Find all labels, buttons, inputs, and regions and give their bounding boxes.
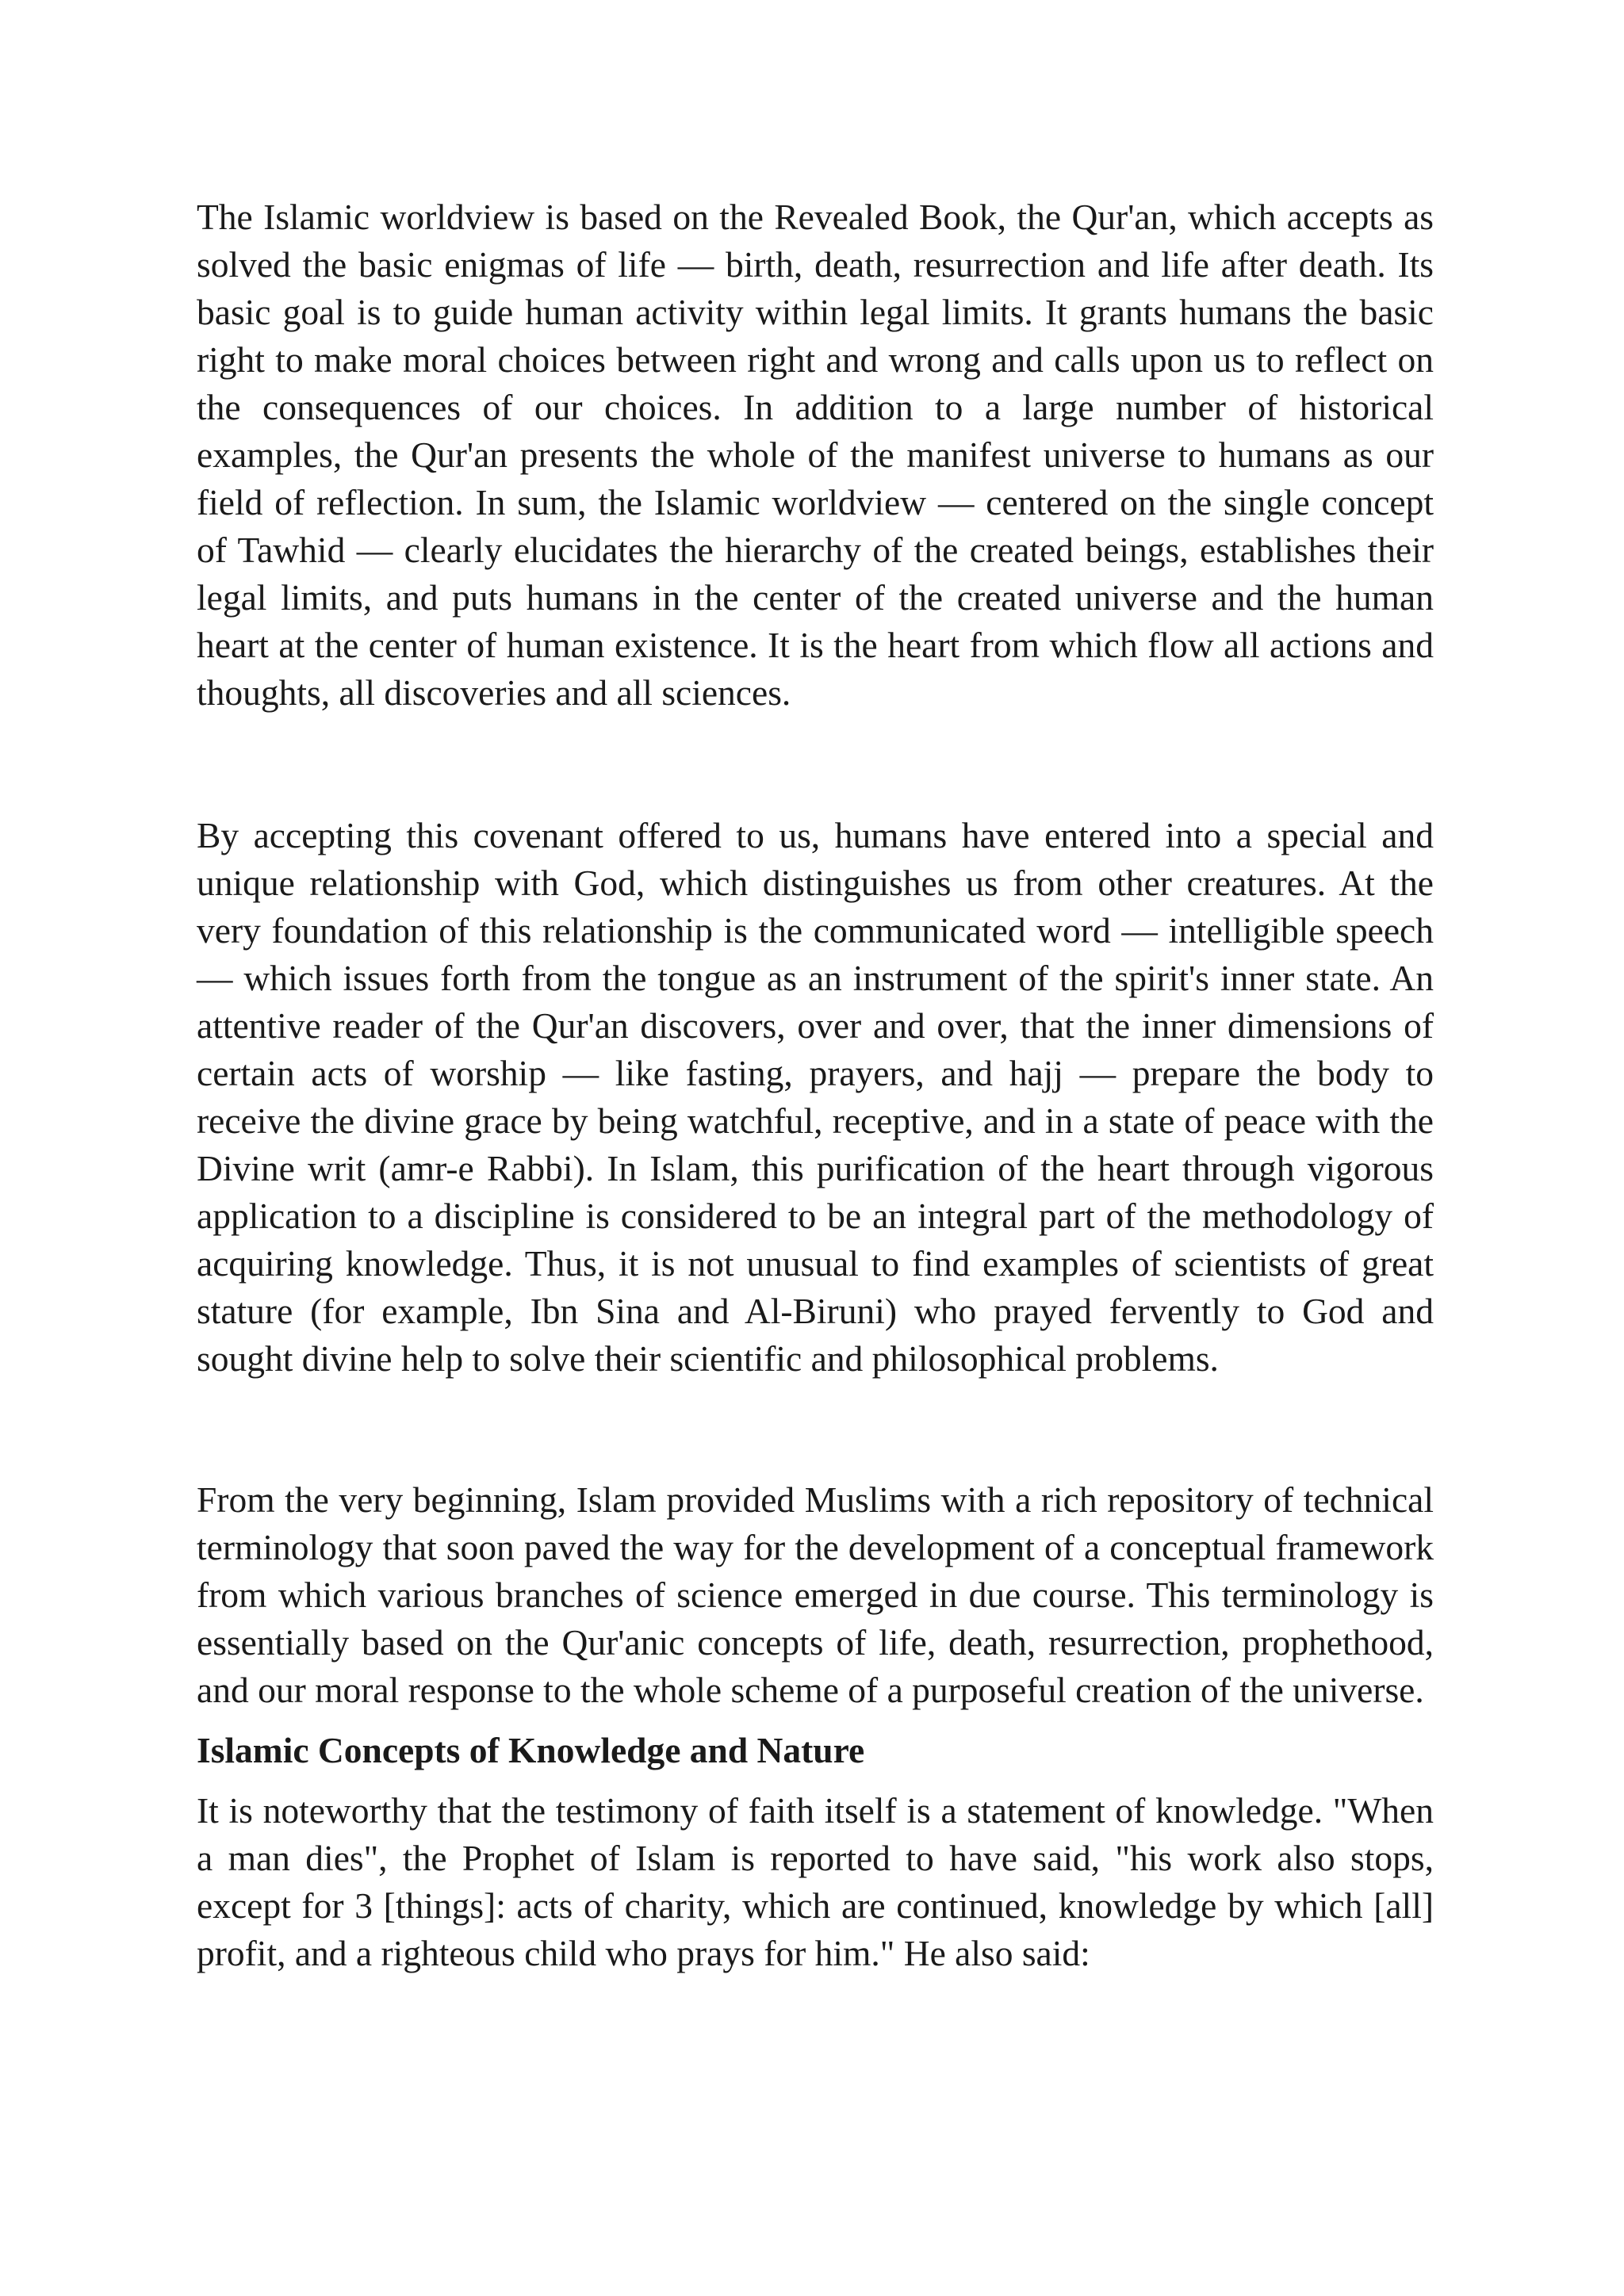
paragraph-testimony-of-faith: It is noteworthy that the testimony of faith itself is a statement of knowledge. "When a man dies", the Prophet of Islam is reported to have said, "his work also stops, except for 3 [things]: acts of charity, which are continued, knowledge by which [all] profit, and a righteous child who prays for him." He also said: [197, 1790, 1434, 1973]
section-heading: Islamic Concepts of Knowledge and Nature [197, 1730, 865, 1770]
paragraph-terminology: From the very beginning, Islam provided Muslims with a rich repository of technical terminology that soon paved the way for the development of a conceptual framework from which various branches of science emerged in due course. This terminology is essentially based on the Qur'anic concepts of life, death, resurrection, prophethood, and our moral response to the whole scheme of a purposeful creation of the universe. [197, 1479, 1434, 1710]
document-page [197, 193, 1434, 1977]
paragraph-islamic-worldview: The Islamic worldview is based on the Revealed Book, the Qur'an, which accepts as solved the basic enigmas of life — birth, death, resurrection and life after death. Its basic goal is to guide human activity within legal limits. It grants humans the basic right to make moral choices between right and wrong and calls upon us to reflect on the consequences of our choices. In addition to a large number of historical examples, the Qur'an presents the whole of the manifest universe to humans as our field of reflection. In sum, the Islamic worldview — centered on the single concept of Tawhid — clearly elucidates the hierarchy of the created beings, establishes their legal limits, and puts humans in the center of the created universe and the human heart at the center of human existence. It is the heart from which flow all actions and thoughts, all discoveries and all sciences. [197, 197, 1434, 713]
paragraph-covenant: By accepting this covenant offered to us, humans have entered into a special and unique relationship with God, which distinguishes us from other creatures. At the very foundation of this relationship is the communicated word — intelligible speech — which issues forth from the tongue as an instrument of the spirit's inner state. An attentive reader of the Qur'an discovers, over and over, that the inner dimensions of certain acts of worship — like fasting, prayers, and hajj — prepare the body to receive the divine grace by being watchful, receptive, and in a state of peace with the Divine writ (amr-e Rabbi). In Islam, this purification of the heart through vigorous application to a discipline is considered to be an integral part of the methodology of acquiring knowledge. Thus, it is not unusual to find examples of scientists of great stature (for example, Ibn Sina and Al-Biruni) who prayed fervently to God and sought divine help to solve their scientific and philosophical problems. [197, 815, 1434, 1379]
